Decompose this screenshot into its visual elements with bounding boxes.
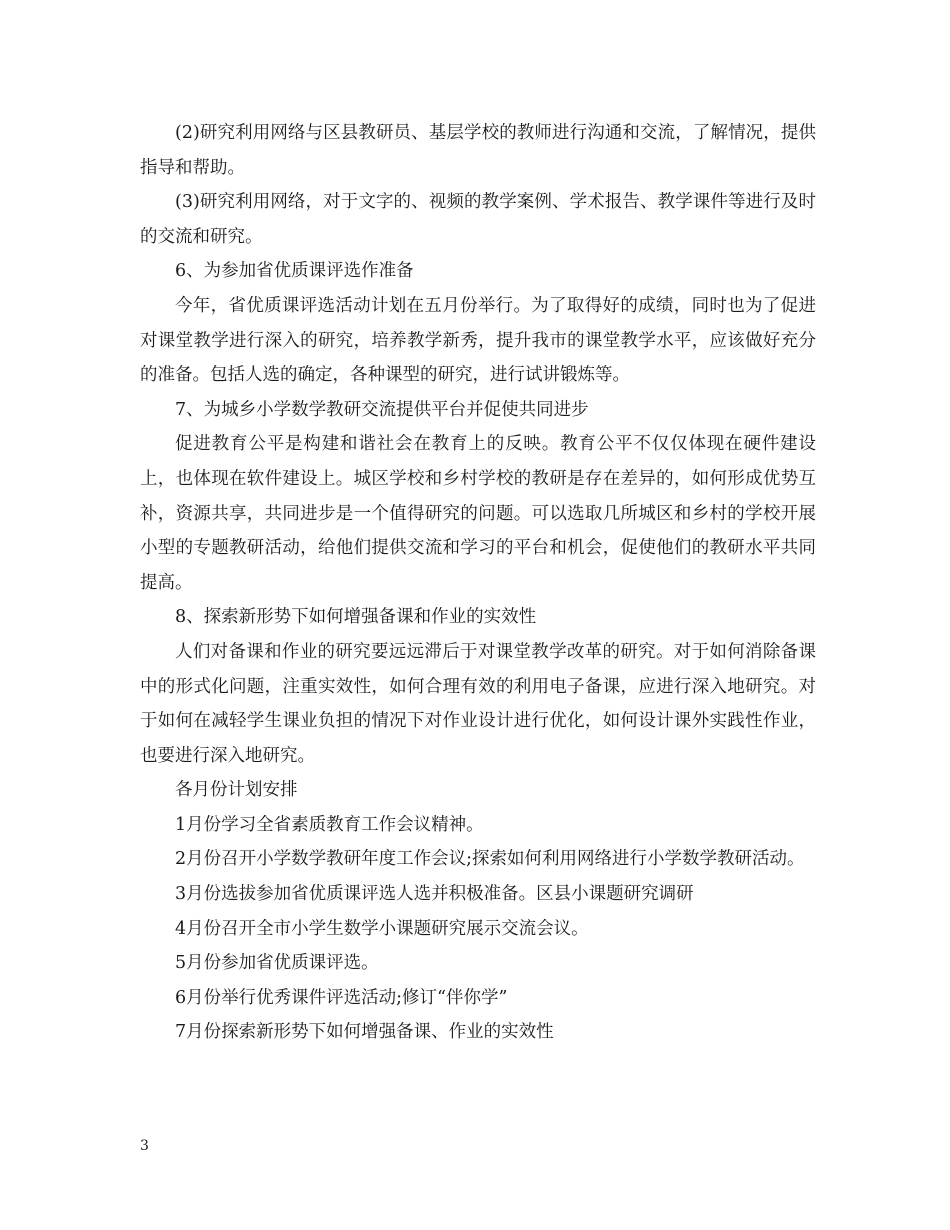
paragraph-network-communication: (2)研究利用网络与区县教研员、基层学校的教师进行沟通和交流，了解情况，提供指导和帮助。 [140, 123, 816, 178]
document-body [140, 116, 816, 1050]
plan-item-july: 7月份探索新形势下如何增强备课、作业的实效性 [175, 1022, 554, 1043]
plan-item-february: 2月份召开小学数学教研年度工作会议;探索如何利用网络进行小学数学教研活动。 [175, 849, 805, 870]
plan-item-january: 1月份学习全省素质教育工作会议精神。 [175, 814, 484, 835]
plan-item-april: 4月份召开全市小学生数学小课题研究展示交流会议。 [175, 918, 589, 939]
plan-item-march: 3月份选拔参加省优质课评选人选并积极准备。区县小课题研究调研 [175, 884, 694, 905]
heading-section-7: 7、为城乡小学数学教研交流提供平台并促使共同进步 [175, 399, 589, 420]
paragraph-section-8: 人们对备课和作业的研究要远远滞后于对课堂教学改革的研究。对于如何消除备课中的形式化问题，注重实效性，如何合理有效的利用电子备课，应进行深入地研究。对于如何在减轻学生课业负担的情况下对作业设计进行优化，如何设计课外实践性作业，也要进行深入地研究。 [140, 641, 816, 766]
heading-section-6: 6、为参加省优质课评选作准备 [175, 261, 414, 282]
plan-item-june: 6月份举行优秀课件评选活动;修订“伴你学” [175, 987, 508, 1008]
heading-section-8: 8、探索新形势下如何增强备课和作业的实效性 [175, 607, 537, 628]
plan-item-may: 5月份参加省优质课评选。 [175, 953, 379, 974]
heading-monthly-plan: 各月份计划安排 [175, 780, 298, 801]
paragraph-section-6: 今年，省优质课评选活动计划在五月份举行。为了取得好的成绩，同时也为了促进对课堂教学进行深入的研究，培养教学新秀，提升我市的课堂教学水平，应该做好充分的准备。包括人选的确定，各种课型的研究，进行试讲锻炼等。 [140, 295, 816, 386]
paragraph-section-7: 促进教育公平是构建和谐社会在教育上的反映。教育公平不仅仅体现在硬件建设上，也体现在软件建设上。城区学校和乡村学校的教研是存在差异的，如何形成优势互补，资源共享，共同进步是一个值得研究的问题。可以选取几所城区和乡村的学校开展小型的专题教研活动，给他们提供交流和学习的平台和机会，促使他们的教研水平共同提高。 [140, 434, 816, 593]
page-number: 3 [140, 1138, 149, 1154]
paragraph-network-research: (3)研究利用网络，对于文字的、视频的教学案例、学术报告、教学课件等进行及时的交流和研究。 [140, 192, 816, 247]
